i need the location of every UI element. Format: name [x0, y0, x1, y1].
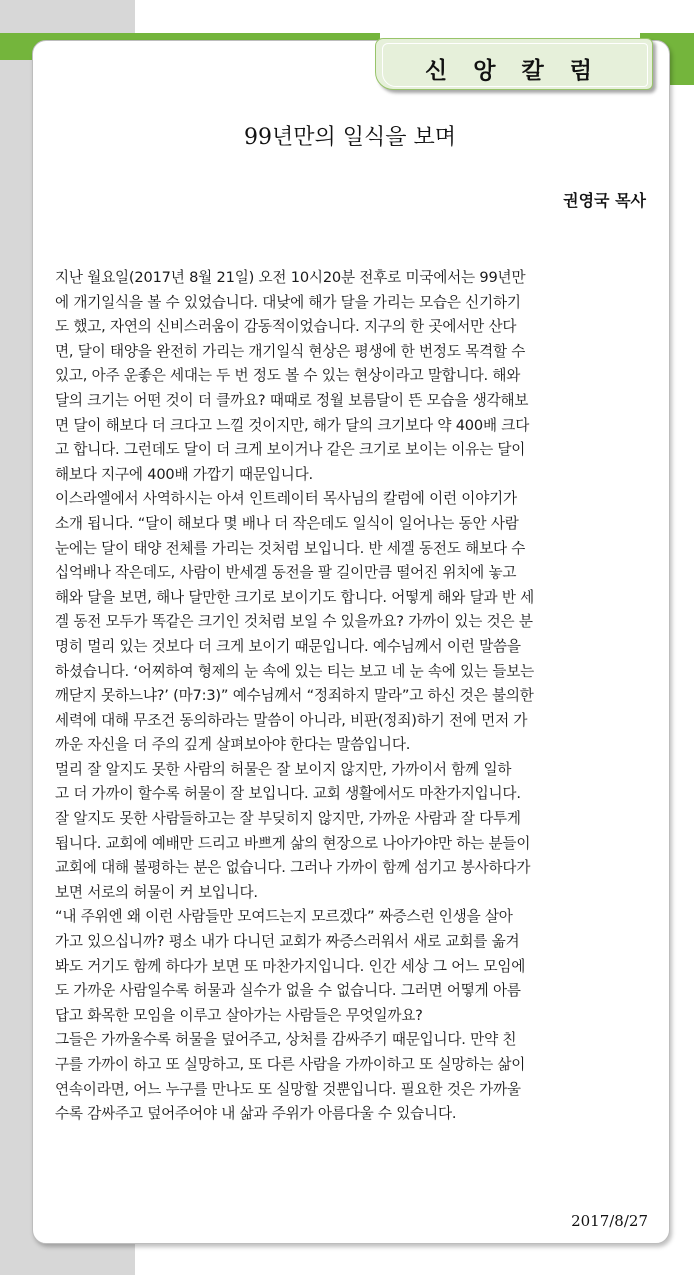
body-line: 겔 동전 모두가 똑같은 크기인 것처럼 보일 수 있을까요? 가까이 있는 것은 분	[55, 613, 533, 631]
body-line: 십억배나 작은데도, 사람이 반세겔 동전을 팔 길이만큼 떨어진 위치에 놓고	[55, 564, 517, 582]
article-date: 2017/8/27	[571, 1212, 648, 1230]
body-line: 됩니다. 교회에 예배만 드리고 바쁘게 삶의 현장으로 나아가야만 하는 분들이	[55, 834, 531, 852]
body-line: 교회에 대해 불평하는 분은 없습니다. 그러나 가까이 함께 섬기고 봉사하다가	[55, 859, 531, 877]
body-line: 하셨습니다. ‘어찌하여 형제의 눈 속에 있는 티는 보고 네 눈 속에 있는 들보는	[55, 662, 535, 680]
body-line: 보면 서로의 허물이 커 보입니다.	[55, 883, 258, 901]
body-line: 에 개기일식을 볼 수 있었습니다. 대낮에 해가 달을 가리는 모습은 신기하기	[55, 293, 521, 311]
body-line: 해보다 지구에 400배 가깝기 때문입니다.	[55, 465, 313, 483]
body-line: 깨닫지 못하느냐?’ (마7:3)” 예수님께서 “정죄하지 말라”고 하신 것은 불의한	[55, 687, 534, 705]
body-line: 있고, 아주 운좋은 세대는 두 번 정도 볼 수 있는 현상이라고 말합니다. 해와	[55, 367, 521, 385]
body-line: 눈에는 달이 태양 전체를 가리는 것처럼 보입니다. 반 세겔 동전도 해보다 수	[55, 539, 526, 557]
body-line: 잘 알지도 못한 사람들하고는 잘 부딪히지 않지만, 가까운 사람과 잘 다투게	[55, 810, 521, 828]
body-line: 도 가까운 사람일수록 허물과 실수가 없을 수 없습니다. 그러면 어떻게 아름	[55, 982, 521, 1000]
body-line: 까운 자신을 더 주의 깊게 살펴보아야 한다는 말씀입니다.	[55, 736, 411, 754]
body-line: 면, 달이 태양을 완전히 가리는 개기일식 현상은 평생에 한 번정도 목격할 수	[55, 342, 526, 360]
body-line: 가고 있으십니까? 평소 내가 다니던 교회가 짜증스러워서 새로 교회를 옮겨	[55, 933, 520, 951]
article-title: 99년만의 일식을 보며	[244, 125, 456, 150]
body-line: 답고 화목한 모임을 이루고 살아가는 사람들은 무엇일까요?	[55, 1006, 423, 1024]
body-line: 연속이라면, 어느 누구를 만나도 또 실망할 것뿐입니다. 필요한 것은 가까울	[55, 1080, 521, 1098]
body-line: 달의 크기는 어떤 것이 더 클까요? 때때로 정월 보름달이 뜬 모습을 생각해보	[55, 391, 529, 409]
body-line: 명히 멀리 있는 것보다 더 크게 보이기 때문입니다. 예수님께서 이런 말씀을	[55, 637, 521, 655]
body-line: 소개 됩니다. “달이 해보다 몇 배나 더 작은데도 일식이 일어나는 동안 사람	[55, 514, 519, 532]
body-line: “내 주위엔 왜 이런 사람들만 모여드는지 모르겠다” 짜증스런 인생을 살아	[55, 908, 513, 926]
body-line: 도 했고, 자연의 신비스러움이 감동적이었습니다. 지구의 한 곳에서만 산다	[55, 318, 517, 336]
body-line: 봐도 거기도 함께 하다가 보면 또 마찬가지입니다. 인간 세상 그 어느 모임에	[55, 957, 526, 975]
body-line: 세력에 대해 무조건 동의하라는 말씀이 아니라, 비판(정죄)하기 전에 먼저 가	[55, 711, 528, 729]
body-line: 이스라엘에서 사역하시는 아셔 인트레이터 목사님의 칼럼에 이런 이야기가	[55, 490, 517, 508]
body-line: 지난 월요일(2017년 8월 21일) 오전 10시20분 전후로 미국에서는 99년만	[55, 269, 526, 286]
body-line: 수록 감싸주고 덮어주어야 내 삶과 주위가 아름다울 수 있습니다.	[55, 1105, 457, 1123]
body-line: 고 합니다. 그런데도 달이 더 크게 보이거나 같은 크기로 보이는 이유는 달이	[55, 441, 526, 459]
body-line: 그들은 가까울수록 허물을 덮어주고, 상처를 감싸주기 때문입니다. 만약 친	[55, 1031, 517, 1049]
section-label: 신 앙 칼 럼	[425, 58, 601, 84]
article-body	[55, 266, 647, 1127]
body-line: 구를 가까이 하고 또 실망하고, 또 다른 사람을 가까이하고 또 실망하는 삶이	[55, 1056, 526, 1073]
body-line: 고 더 가까이 할수록 허물이 잘 보입니다. 교회 생활에서도 마찬가지입니다.	[55, 785, 521, 803]
article-author: 권영국 목사	[563, 191, 646, 210]
body-line: 해와 달을 보면, 해나 달만한 크기로 보이기도 합니다. 어떻게 해와 달과 반 세	[55, 588, 535, 606]
body-line: 면 달이 해보다 더 크다고 느낄 것이지만, 해가 달의 크기보다 약 400배 크다	[55, 416, 530, 434]
body-line: 멀리 잘 알지도 못한 사람의 허물은 잘 보이지 않지만, 가까이서 함께 일하	[55, 760, 512, 778]
